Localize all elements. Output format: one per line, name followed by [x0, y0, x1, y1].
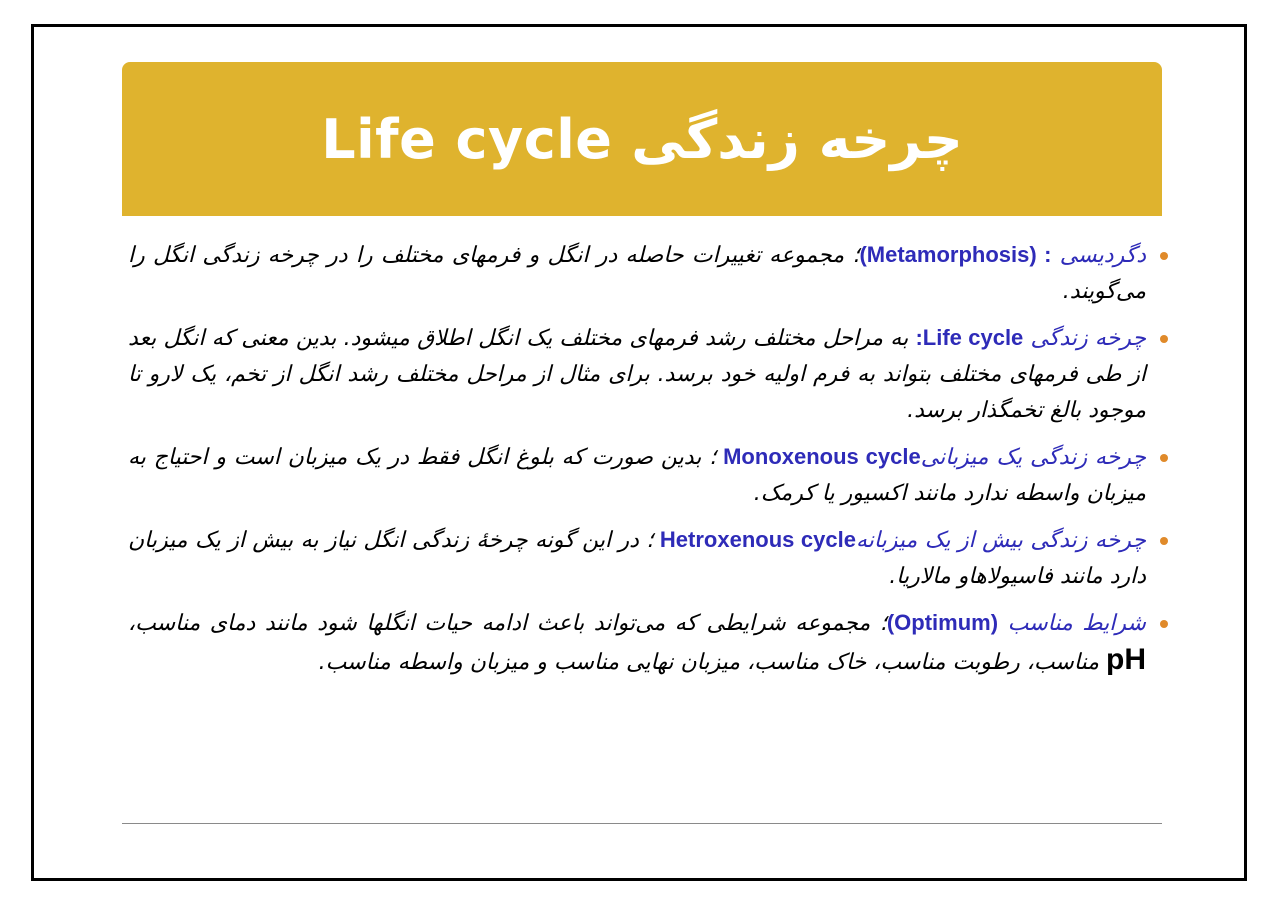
- term-en: Life cycle:: [915, 325, 1024, 350]
- separator: ؛: [852, 243, 860, 268]
- separator: ؛: [646, 528, 654, 553]
- term-en: (Optimum): [886, 610, 999, 635]
- term-fa: چرخه زندگی: [1030, 326, 1146, 351]
- bullet-icon: [1160, 454, 1168, 462]
- list-item-life-cycle: [128, 320, 1168, 429]
- slide-title: چرخه زندگی Life cycle: [321, 107, 963, 171]
- separator: ؛: [709, 445, 717, 470]
- term-en: Hetroxenous cycle: [653, 527, 856, 552]
- separator: ؛: [879, 611, 887, 636]
- item-body: به مراحل مختلف رشد فرمهای مختلف یک انگل اطلاق میشود. بدین معنی که انگل بعد از طی فرمهای مختلف بتواند به فرم اولیه خود برسد. برای مثال از مراحل مختلف رشد انگل از تخم، یک لارو تا موجود بالغ تخمگذار برسد.: [128, 326, 1146, 423]
- item-body: مجموعه تغییرات حاصله در انگل و فرمهای مختلف را در چرخه زندگی انگل را می‌گویند.: [128, 243, 1146, 304]
- slide-content: [128, 237, 1168, 691]
- term-en: : (Metamorphosis): [859, 242, 1052, 267]
- bullet-icon: [1160, 537, 1168, 545]
- ph-term: pH: [1106, 643, 1146, 676]
- term-fa: چرخه زندگی بیش از یک میزبانه: [855, 528, 1146, 553]
- term-fa: دگردیسی: [1059, 243, 1147, 268]
- title-bar: [122, 62, 1162, 216]
- item-body: مناسب، رطوبت مناسب، خاک مناسب، میزبان نهایی مناسب و میزبان واسطه مناسب.: [318, 650, 1106, 675]
- list-item-hetroxenous: [128, 522, 1168, 595]
- term-fa: چرخه زندگی یک میزبانی: [920, 445, 1146, 470]
- list-item-monoxenous: [128, 439, 1168, 512]
- item-body: در این گونه چرخهٔ زندگی انگل نیاز به بیش از یک میزبان دارد مانند فاسیولاهاو مالاریا.: [128, 528, 1146, 589]
- bullet-list: [128, 237, 1168, 681]
- term-en: Monoxenous cycle: [716, 444, 921, 469]
- slide-frame: [31, 24, 1247, 881]
- bullet-icon: [1160, 335, 1168, 343]
- bullet-icon: [1160, 252, 1168, 260]
- footer-divider: [122, 823, 1162, 824]
- term-fa: شرایط مناسب: [1007, 611, 1146, 636]
- item-body: بدین صورت که بلوغ انگل فقط در یک میزبان است و احتیاج به میزبان واسطه ندارد مانند اکسیور یا کرمک.: [128, 445, 1146, 506]
- list-item-metamorphosis: [128, 237, 1168, 310]
- list-item-optimum: [128, 605, 1168, 681]
- bullet-icon: [1160, 620, 1168, 628]
- item-body-before-ph: مجموعه شرایطی که می‌تواند باعث ادامه حیات انگلها شود مانند دمای مناسب،: [128, 611, 880, 636]
